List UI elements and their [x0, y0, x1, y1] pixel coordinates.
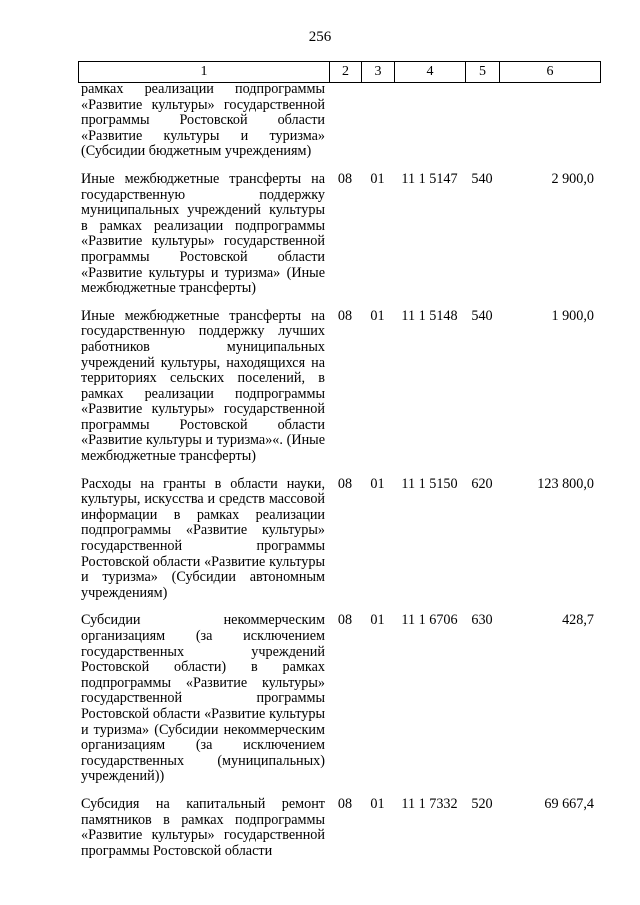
row-subsection: 01	[370, 612, 385, 629]
header-row	[79, 62, 601, 83]
row-amount: 1 900,0	[551, 307, 594, 324]
table-row	[78, 477, 600, 614]
header-col-5: 5	[466, 62, 500, 83]
header-col-6: 6	[500, 62, 601, 83]
row-amount: 69 667,4	[544, 795, 594, 812]
row-expense-type: 520	[471, 795, 493, 812]
table-row	[78, 82, 600, 172]
row-target-code: 11 1 6706	[401, 612, 458, 629]
row-target-code: 11 1 5148	[401, 307, 458, 324]
budget-table	[78, 82, 600, 859]
table-row	[78, 309, 600, 477]
row-amount	[499, 82, 600, 172]
table-row	[78, 797, 600, 859]
row-expense-type: 540	[471, 170, 493, 187]
row-subsection: 01	[370, 307, 385, 324]
row-target-code: 11 1 7332	[401, 795, 458, 812]
row-expense-type	[465, 82, 499, 172]
page-number: 256	[308, 29, 332, 45]
row-expense-type: 540	[471, 307, 493, 324]
row-subsection: 01	[370, 475, 385, 492]
row-subsection	[361, 82, 394, 172]
header-col-2: 2	[330, 62, 362, 83]
row-expense-type: 630	[471, 612, 493, 629]
row-subsection: 01	[370, 795, 385, 812]
row-description: Субсидии некоммерческим организациям (за исключением государственных учреждений Ростовской области) в рамках подпрограммы «Развитие культуры» государственной программы Ростовской области «Развитие культуры и туризма» (Субсидии некоммерческим организациям (за исключением государственных (муниципальных) учреждений))	[81, 612, 325, 785]
row-subsection: 01	[370, 170, 385, 187]
table-row	[78, 613, 600, 797]
row-section: 08	[337, 170, 353, 187]
row-description: Иные межбюджетные трансферты на государственную поддержку муниципальных учреждений культуры в рамках реализации подпрограммы «Развитие культуры» государственной программы Ростовской области «Развитие культуры и туризма» (Иные межбюджетные трансферты)	[81, 170, 325, 297]
header-col-4: 4	[395, 62, 466, 83]
row-target-code	[394, 82, 465, 172]
table-header	[78, 61, 601, 83]
row-description: Расходы на гранты в области науки, культуры, искусства и средств массовой информации в рамках реализации подпрограммы «Развитие культуры» государственной программы Ростовской области «Развитие культуры и туризма» (Субсидии автономным учреждениям)	[81, 475, 325, 601]
row-section: 08	[337, 307, 353, 324]
row-target-code: 11 1 5150	[401, 475, 458, 492]
row-section: 08	[337, 475, 353, 492]
row-section	[329, 82, 361, 172]
row-section: 08	[337, 612, 353, 629]
row-section: 08	[337, 795, 353, 812]
row-description: Субсидия на капитальный ремонт памятников в рамках подпрограммы «Развитие культуры» государственной программы Ростовской области	[81, 795, 325, 859]
header-col-3: 3	[362, 62, 395, 83]
row-description: рамках реализации подпрограммы «Развитие культуры» государственной программы Ростовской области «Развитие культуры и туризма» (Субсидии бюджетным учреждениям)	[81, 81, 325, 160]
row-amount: 428,7	[562, 612, 594, 629]
row-amount: 123 800,0	[537, 475, 594, 492]
row-target-code: 11 1 5147	[401, 170, 458, 187]
row-description: Иные межбюджетные трансферты на государственную поддержку лучших работников муниципальных учреждений культуры, находящихся на территориях сельских поселений, в рамках реализации подпрограммы «Развитие культуры» государственной программы Ростовской области «Развитие культуры и туризма»«. (Иные межбюджетные трансферты)	[81, 307, 325, 465]
row-expense-type: 620	[471, 475, 493, 492]
table-row	[78, 172, 600, 309]
row-amount: 2 900,0	[551, 170, 594, 187]
header-col-1: 1	[79, 62, 330, 83]
